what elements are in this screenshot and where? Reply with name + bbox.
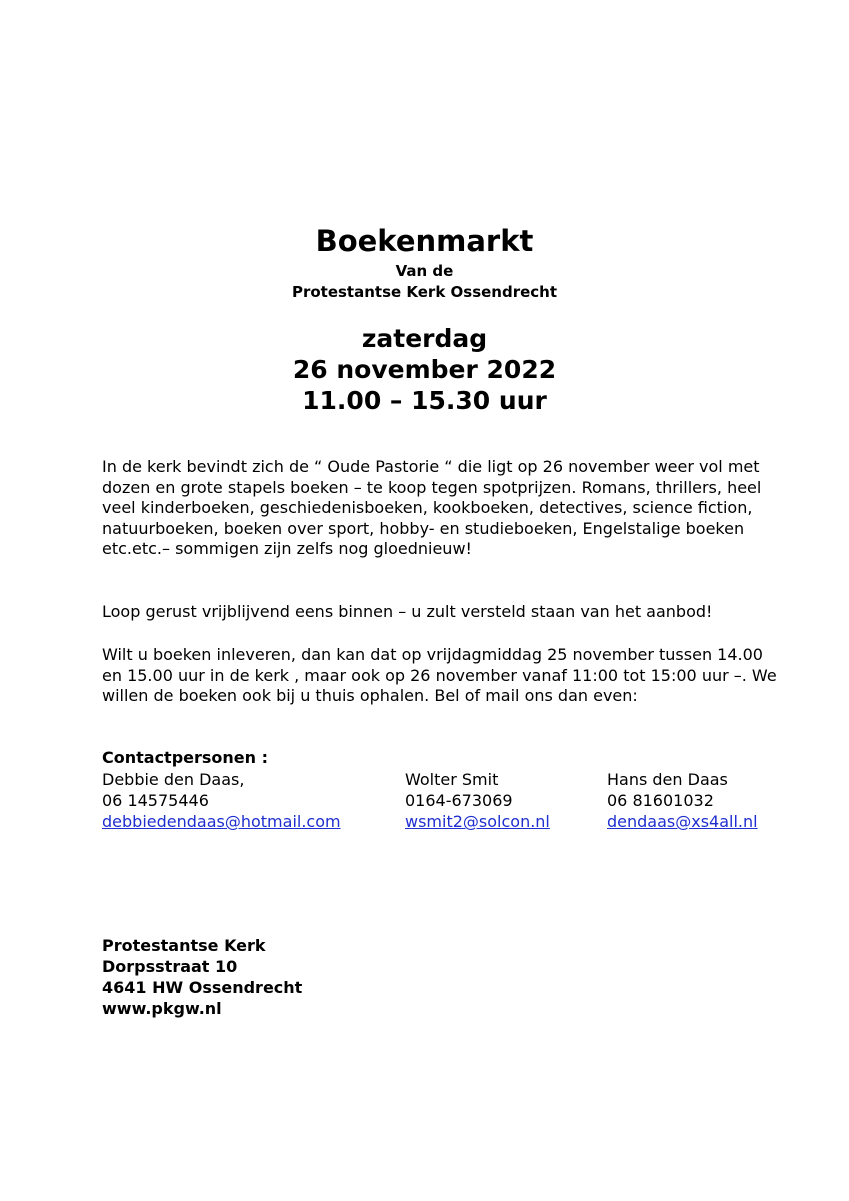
address-postal-city: 4641 HW Ossendrecht [102,978,303,997]
subtitle-line-1: Van de [395,262,454,280]
contact-card [405,769,550,832]
subtitle-line-2: Protestantse Kerk Ossendrecht [291,283,558,301]
church-address [102,935,302,1019]
event-time: 11.00 – 15.30 uur [302,386,547,415]
address-name: Protestantse Kerk [102,936,266,955]
event-day: zaterdag [361,324,488,353]
contact-card [102,769,341,832]
contact-phone: 0164-673069 [405,791,513,810]
page-title: Boekenmarkt [315,224,534,258]
contact-email-link[interactable]: wsmit2@solcon.nl [405,812,550,831]
contact-phone: 06 14575446 [102,791,209,810]
donation-paragraph: Wilt u boeken inleveren, dan kan dat op vrijdagmiddag 25 november tussen 14.00 en 15.00 uur in de kerk , maar ook op 26 november vanaf 11:00 tot 15:00 uur –. We willen de boeken ook bij u thuis ophalen. Bel of mail ons dan even: [102,645,777,706]
intro-paragraph: In de kerk bevindt zich de “ Oude Pastorie “ die ligt op 26 november weer vol met dozen en grote stapels boeken – te koop tegen spotprijzen. Romans, thrillers, heel veel kinderboeken, geschiedenisboeken, kookboeken, detectives, science fiction, natuurboeken, boeken over sport, hobby- en studieboeken, Engelstalige boeken etc.etc.– sommigen zijn zelfs nog gloednieuw! [102,457,762,559]
contact-phone: 06 81601032 [607,791,714,810]
contact-email-link[interactable]: dendaas@xs4all.nl [607,812,758,831]
contact-name: Hans den Daas [607,770,728,789]
address-street: Dorpsstraat 10 [102,957,238,976]
contact-name: Wolter Smit [405,770,499,789]
contact-email-link[interactable]: debbiedendaas@hotmail.com [102,812,341,831]
invite-paragraph: Loop gerust vrijblijvend eens binnen – u zult versteld staan van het aanbod! [102,602,713,621]
contact-name: Debbie den Daas, [102,770,245,789]
contact-card [607,769,758,832]
event-date: 26 november 2022 [292,355,557,384]
address-website: www.pkgw.nl [102,999,222,1018]
contacts-heading: Contactpersonen : [102,748,269,767]
